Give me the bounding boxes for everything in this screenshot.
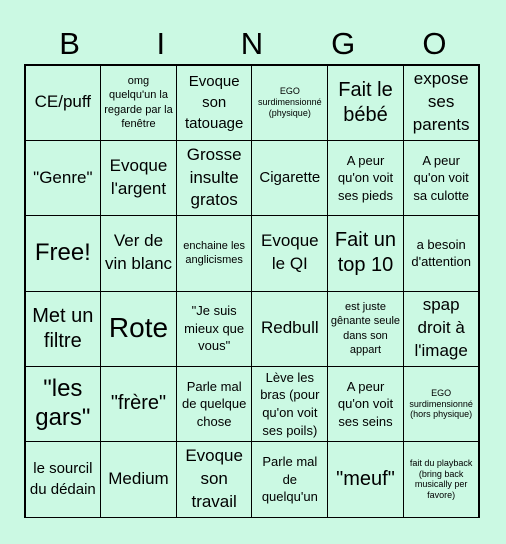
bingo-cell[interactable]: A peur qu'on voit sa culotte: [403, 140, 480, 216]
bingo-cell[interactable]: expose ses parents: [403, 65, 480, 141]
bingo-cell[interactable]: Evoque l'argent: [100, 140, 177, 216]
bingo-cell[interactable]: Free!: [25, 215, 102, 291]
bingo-cell[interactable]: "Genre": [25, 140, 102, 216]
bingo-cell[interactable]: Met un filtre: [25, 291, 102, 367]
bingo-cell[interactable]: Evoque son travail: [176, 441, 253, 517]
bingo-cell[interactable]: EGO surdimensionné (hors physique): [403, 366, 480, 442]
bingo-cell[interactable]: CE/puff: [25, 65, 102, 141]
bingo-card-grid: [24, 64, 480, 518]
bingo-cell[interactable]: est juste gênante seule dans son appart: [327, 291, 404, 367]
title-letter-n: N: [240, 26, 264, 61]
title-letter-o: O: [422, 26, 447, 61]
bingo-cell[interactable]: fait du playback (bring back musically per favore): [403, 441, 480, 517]
bingo-cell[interactable]: Fait le bébé: [327, 65, 404, 141]
bingo-cell[interactable]: Grosse insulte gratos: [176, 140, 253, 216]
bingo-cell[interactable]: spap droit à l'image: [403, 291, 480, 367]
title-letter-g: G: [331, 26, 356, 61]
bingo-cell[interactable]: Redbull: [251, 291, 328, 367]
bingo-cell[interactable]: Lève les bras (pour qu'on voit ses poils): [251, 366, 328, 442]
bingo-cell[interactable]: enchaine les anglicismes: [176, 215, 253, 291]
bingo-cell[interactable]: EGO surdimensionné (physique): [251, 65, 328, 141]
bingo-cell[interactable]: omg quelqu'un la regarde par la fenêtre: [100, 65, 177, 141]
bingo-cell[interactable]: Cigarette: [251, 140, 328, 216]
bingo-cell[interactable]: le sourcil du dédain: [25, 441, 102, 517]
bingo-cell[interactable]: Fait un top 10: [327, 215, 404, 291]
title-letter-b: B: [59, 26, 80, 61]
bingo-cell[interactable]: "frère": [100, 366, 177, 442]
bingo-cell[interactable]: Medium: [100, 441, 177, 517]
bingo-cell[interactable]: "meuf": [327, 441, 404, 517]
title-letter-i: I: [156, 26, 166, 61]
bingo-cell[interactable]: "les gars": [25, 366, 102, 442]
bingo-cell[interactable]: a besoin d'attention: [403, 215, 480, 291]
bingo-cell[interactable]: A peur qu'on voit ses pieds: [327, 140, 404, 216]
bingo-cell[interactable]: Parle mal de quelque chose: [176, 366, 253, 442]
bingo-cell[interactable]: Parle mal de quelqu'un: [251, 441, 328, 517]
bingo-cell[interactable]: Ver de vin blanc: [100, 215, 177, 291]
bingo-cell[interactable]: Evoque le QI: [251, 215, 328, 291]
bingo-cell[interactable]: "Je suis mieux que vous": [176, 291, 253, 367]
bingo-cell[interactable]: Rote: [100, 291, 177, 367]
bingo-cell[interactable]: Evoque son tatouage: [176, 65, 253, 141]
bingo-cell[interactable]: A peur qu'on voit ses seins: [327, 366, 404, 442]
bingo-title: [24, 22, 480, 66]
